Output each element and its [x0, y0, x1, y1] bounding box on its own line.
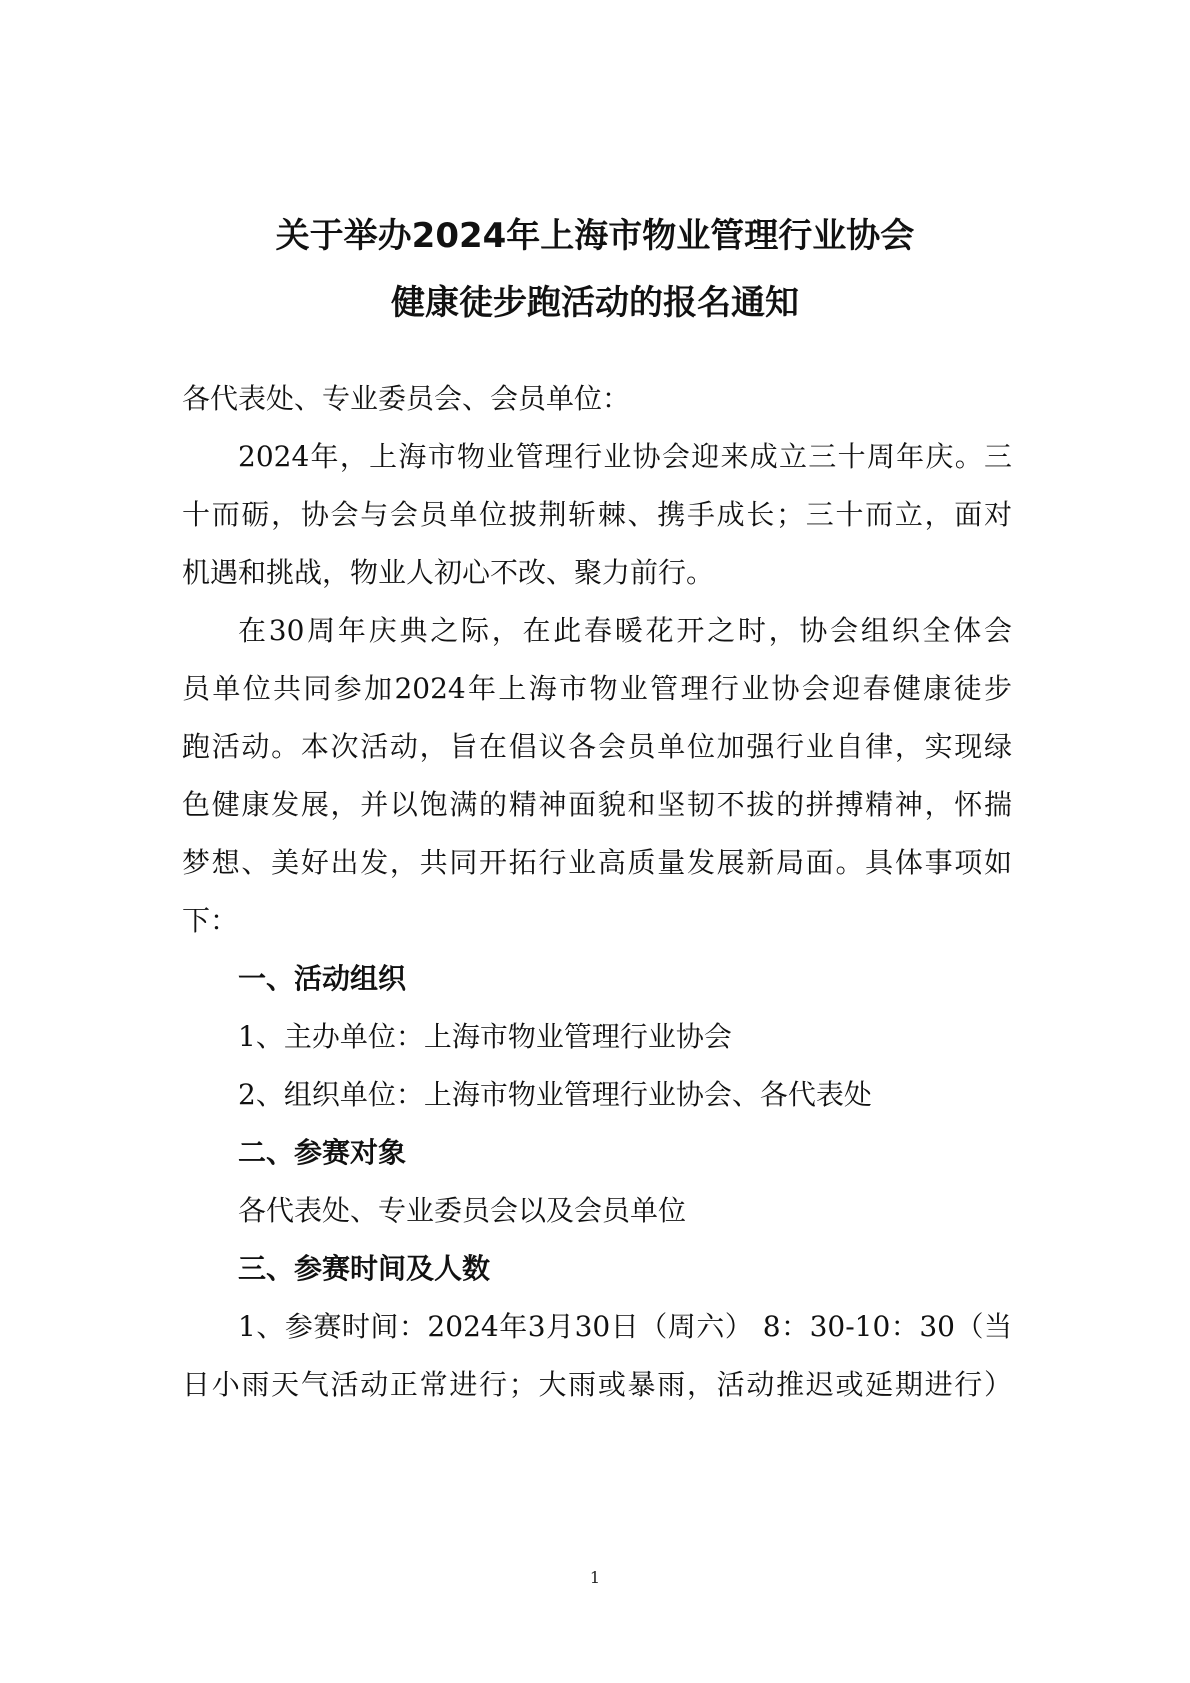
section-1-item-1: 1、主办单位：上海市物业管理行业协会	[238, 1020, 732, 1053]
page-number: 1	[589, 1568, 601, 1587]
section-1-item-2: 2、组织单位：上海市物业管理行业协会、各代表处	[238, 1078, 872, 1111]
salutation: 各代表处、专业委员会、会员单位：	[182, 382, 631, 415]
paragraph-1-line-1: 2024年，上海市物业管理行业协会迎来成立三十周年庆。三	[238, 440, 1012, 473]
paragraph-2-line-3: 跑活动。本次活动，旨在倡议各会员单位加强行业自律，实现绿	[182, 730, 1012, 763]
paragraph-1-line-3: 机遇和挑战，物业人初心不改、聚力前行。	[182, 556, 715, 589]
section-3-item-1-line-1: 1、参赛时间：2024年3月30日（周六） 8：30-10：30（当	[238, 1310, 1012, 1343]
section-3-item-1-line-2: 日小雨天气活动正常进行；大雨或暴雨，活动推迟或延期进行）	[182, 1368, 1012, 1401]
section-1-heading: 一、活动组织	[238, 962, 407, 995]
document-title-line-1: 关于举办2024年上海市物业管理行业协会	[275, 216, 915, 256]
section-2-heading: 二、参赛对象	[238, 1136, 407, 1169]
paragraph-1-line-2: 十而砺，协会与会员单位披荆斩棘、携手成长；三十而立，面对	[182, 498, 1012, 531]
document-title-line-2: 健康徒步跑活动的报名通知	[391, 283, 799, 323]
paragraph-2-line-5: 梦想、美好出发，共同开拓行业高质量发展新局面。具体事项如	[182, 846, 1012, 879]
paragraph-2-line-4: 色健康发展，并以饱满的精神面貌和坚韧不拔的拼搏精神，怀揣	[182, 788, 1012, 821]
paragraph-2-line-1: 在30周年庆典之际，在此春暖花开之时，协会组织全体会	[238, 614, 1012, 647]
paragraph-2-line-2: 员单位共同参加2024年上海市物业管理行业协会迎春健康徒步	[182, 672, 1012, 705]
paragraph-2-line-6: 下：	[182, 904, 239, 937]
section-2-text: 各代表处、专业委员会以及会员单位	[238, 1194, 687, 1227]
section-3-heading: 三、参赛时间及人数	[238, 1252, 491, 1285]
